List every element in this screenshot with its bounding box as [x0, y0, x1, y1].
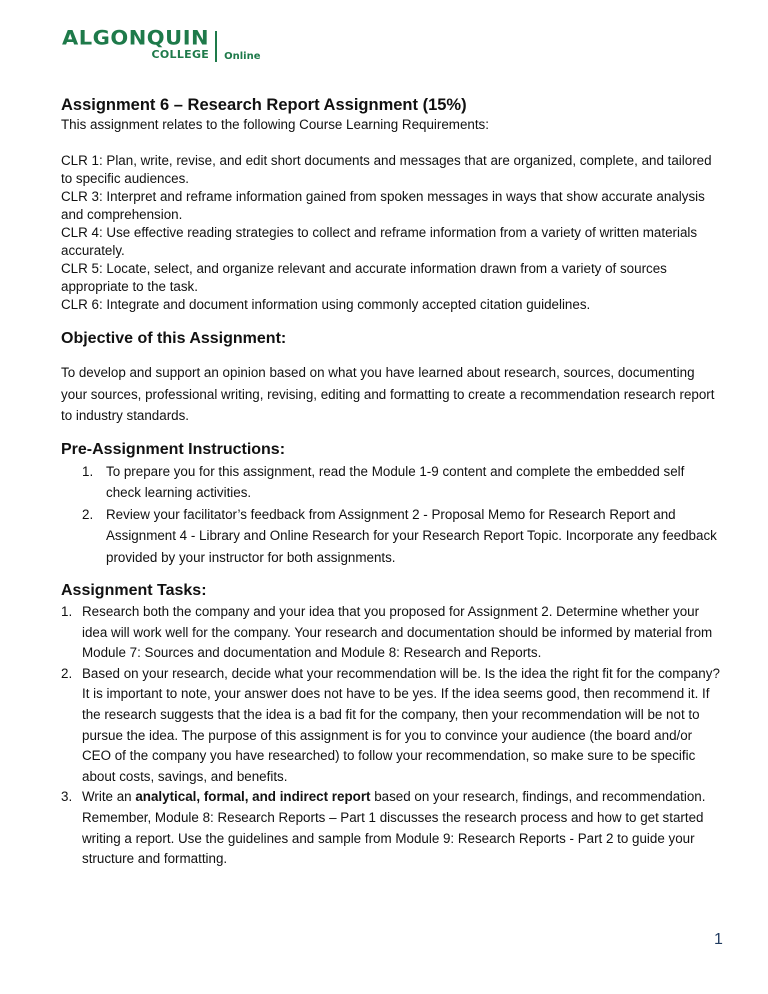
- list-item: [61, 664, 721, 788]
- clr-item: CLR 5: Locate, select, and organize relevant and accurate information drawn from a variety of sources appropriate to the task.: [61, 261, 667, 294]
- list-item-text-bold: analytical, formal, and indirect report: [135, 789, 371, 805]
- list-item-text: To prepare you for this assignment, read the Module 1-9 content and complete the embedded self check learning activities.: [106, 463, 685, 500]
- list-number: 1.: [61, 604, 73, 619]
- list-item: [61, 504, 721, 569]
- assignment-tasks-heading: Assignment Tasks:: [61, 582, 207, 599]
- document-body: [61, 94, 721, 870]
- page-title: Assignment 6 – Research Report Assignment (15%): [61, 96, 467, 114]
- list-number: 3.: [61, 789, 73, 805]
- clr-list: [61, 152, 721, 314]
- clr-item: CLR 4: Use effective reading strategies to collect and reframe information from a variety of written materials accurately.: [61, 225, 698, 258]
- list-item: [61, 787, 721, 869]
- clr-item: CLR 3: Interpret and reframe information gained from spoken messages in ways that show accurate analysis and comprehension.: [61, 189, 705, 222]
- list-item-text: Based on your research, decide what your recommendation will be. Is the idea the right fit for the company? It is important to note, your answer does not have to be yes. If the idea seems good, then recommend it. If the research suggests that the idea is a bad fit for the company, then your recommendation will be not to pursue the idea. The purpose of this assignment is for you to convince your audience (the board and/or CEO of the company you have researched) to follow your recommendation, so make sure to be specific about costs, savings, and benefits.: [82, 665, 720, 784]
- pre-assignment-heading: Pre-Assignment Instructions:: [61, 440, 286, 458]
- list-item-text: Review your facilitator’s feedback from Assignment 2 - Proposal Memo for Research Report and Assignment 4 - Library and Online Research for your Research Report Topic. Incorporate any feedback provided by your instructor for both assignments.: [106, 506, 717, 565]
- list-item: [61, 602, 721, 664]
- list-number: 2.: [61, 665, 73, 681]
- list-item-text-pre: Write an: [82, 789, 136, 805]
- pre-assignment-list: [61, 461, 721, 569]
- list-item: [61, 461, 721, 504]
- objective-heading: Objective of this Assignment:: [61, 330, 287, 347]
- list-number: 1.: [82, 463, 94, 479]
- intro-text: This assignment relates to the following Course Learning Requirements:: [61, 117, 489, 132]
- clr-item: CLR 1: Plan, write, revise, and edit short documents and messages that are organized, complete, and tailored to specific audiences.: [61, 153, 712, 186]
- logo-divider: [215, 31, 217, 62]
- clr-item: CLR 6: Integrate and document information using commonly accepted citation guidelines.: [61, 297, 591, 312]
- page-number: 1: [714, 931, 723, 948]
- list-number: 2.: [82, 506, 94, 522]
- logo-main-text: ALGONQUIN: [62, 26, 210, 50]
- assignment-tasks-list: [61, 602, 721, 870]
- logo-wordmark: [62, 28, 209, 61]
- objective-text: To develop and support an opinion based on what you have learned about research, sources, documenting your sources, professional writing, revising, editing and formatting to create a recommendation research report to industry standards.: [61, 365, 715, 423]
- list-item-text-post: based on your research, findings, and recommendation. Remember, Module 8: Research Reports – Part 1 discusses the research process and how to get started writing a report. Use the guidelines and sample from Module 9: Research Reports - Part 2 to guide your structure and formatting.: [82, 789, 706, 867]
- logo-sub-text: COLLEGE: [151, 48, 210, 61]
- list-item-text: Research both the company and your idea that you proposed for Assignment 2. Determine whether your idea will work well for the company. Your research and documentation should be informed by material from Module 7: Sources and documentation and Module 8: Research and Reports.: [82, 604, 713, 661]
- logo-online-text: Online: [224, 51, 261, 62]
- algonquin-college-online-logo: [62, 28, 260, 62]
